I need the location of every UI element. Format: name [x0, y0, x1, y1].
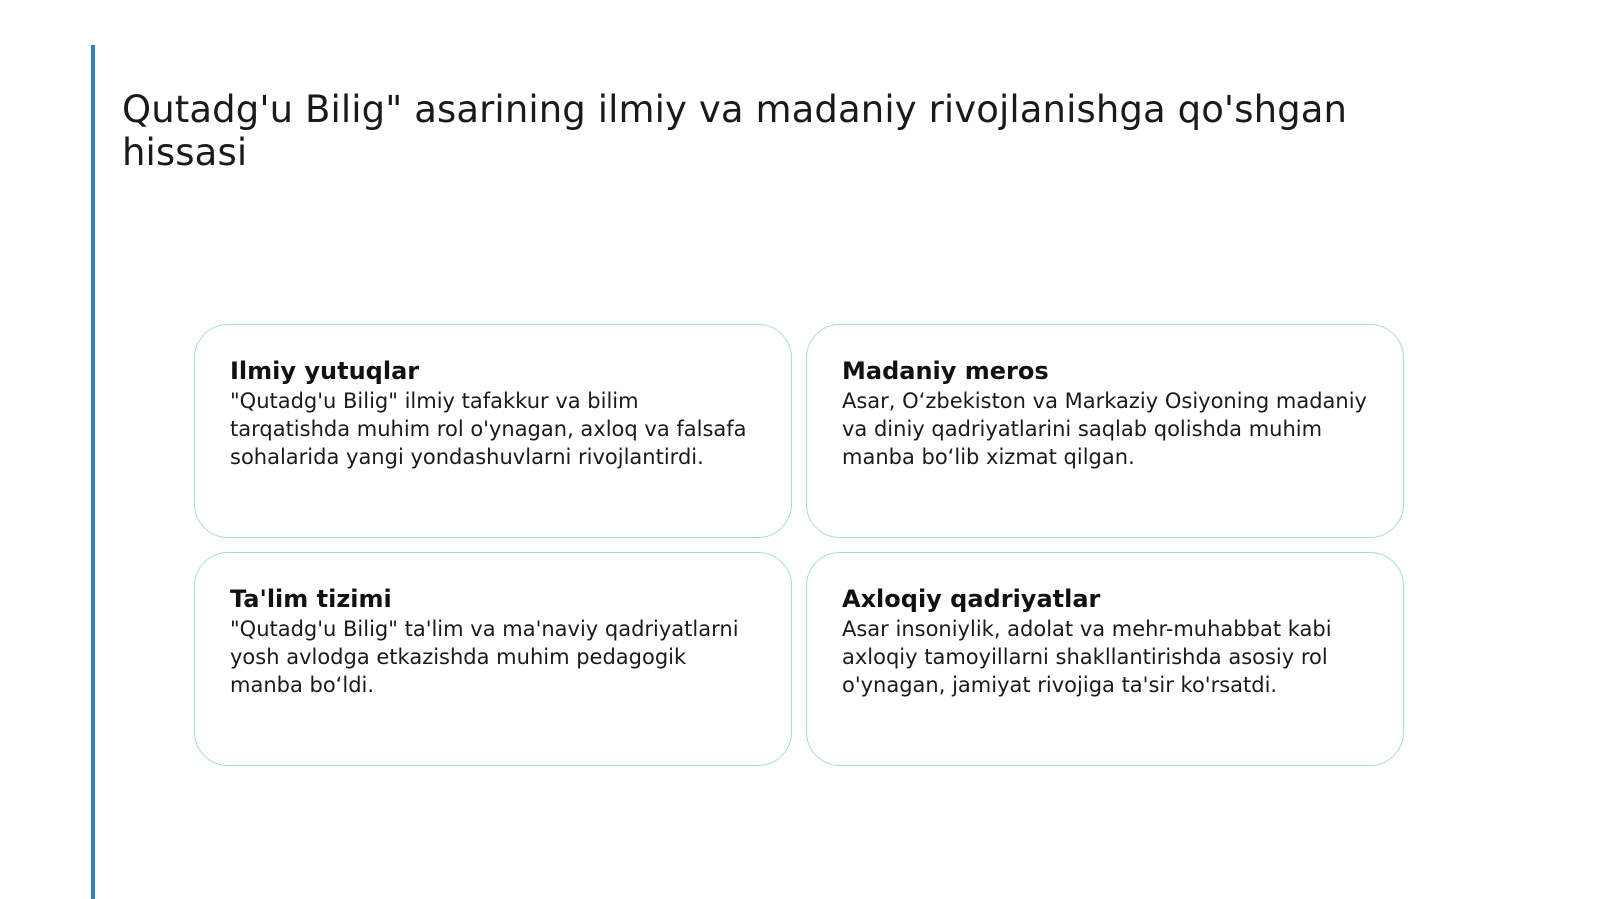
card-text: Asar, O‘zbekiston va Markaziy Osiyoning madaniy va diniy qadriyatlarini saqlab qolishda muhim manba bo‘lib xizmat qilgan. — [842, 389, 1367, 469]
card-title: Madaniy meros — [842, 357, 1049, 385]
card-text: "Qutadg'u Bilig" ta'lim va ma'naviy qadriyatlarni yosh avlodga etkazishda muhim pedagogik manba bo‘ldi. — [230, 617, 739, 697]
card-text: Asar insoniylik, adolat va mehr-muhabbat kabi axloqiy tamoyillarni shakllantirishda asosiy rol o'ynagan, jamiyat rivojiga ta'sir ko'rsatdi. — [842, 617, 1332, 697]
slide-title: Qutadg'u Bilig" asarining ilmiy va madaniy rivojlanishga qo'shgan hissasi — [122, 88, 1348, 174]
card-text: "Qutadg'u Bilig" ilmiy tafakkur va bilim tarqatishda muhim rol o'ynagan, axloq va falsafa sohalarida yangi yondashuvlarni rivojlantirdi. — [230, 389, 747, 469]
card-title: Ilmiy yutuqlar — [230, 357, 420, 385]
card-madaniy-meros — [806, 324, 1404, 538]
card-axloqiy-qadriyatlar — [806, 552, 1404, 766]
card-title: Axloqiy qadriyatlar — [842, 585, 1101, 613]
accent-bar — [91, 45, 95, 899]
card-title: Ta'lim tizimi — [230, 585, 392, 613]
card-ilmiy-yutuqlar — [194, 324, 792, 538]
card-talim-tizimi — [194, 552, 792, 766]
